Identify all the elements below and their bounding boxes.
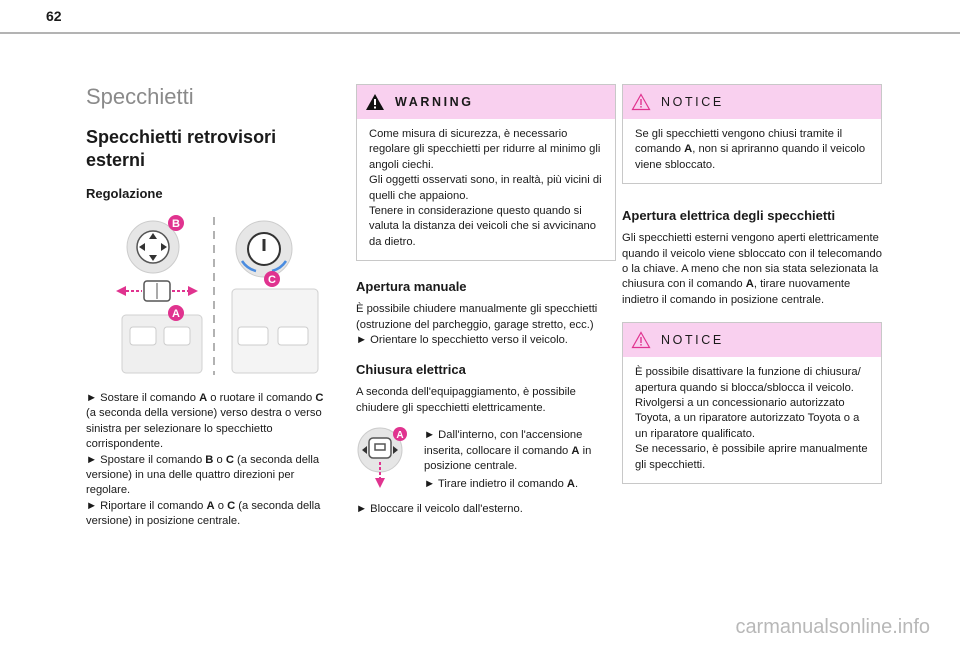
warning-text: Come misura di sicurezza, è necessario regolare gli specchietti per ridurre al minimo gli angoli ciechi. Gli oggetti osservati sono, in realtà, più vicini di quelli che appaiono. Tenere in considerazione questo quando si valuta la distanza dei veicoli che si avvicinano da dietro. bbox=[369, 128, 602, 248]
notice-header-2 bbox=[623, 323, 881, 357]
notice-icon bbox=[631, 331, 651, 349]
mirror-switch-diagram bbox=[106, 209, 336, 379]
page-heading: Specchietti retrovisori esterni bbox=[86, 127, 277, 170]
column-regolazione bbox=[86, 84, 336, 530]
warning-title: WARNING bbox=[395, 95, 474, 109]
mirror-control-illustration bbox=[106, 209, 336, 379]
fold-step-2: ► Tirare indietro il comando A. bbox=[424, 477, 579, 490]
instruction-1: ► Sostare il comando A o ruotare il comando C (a seconda della versione) verso destra o verso sinistra per selezionare lo specchietto corrispondente. bbox=[86, 392, 324, 451]
warning-icon bbox=[365, 93, 385, 111]
lock-step: ► Bloccare il veicolo dall'esterno. bbox=[356, 502, 523, 515]
fold-switch-icon bbox=[356, 426, 412, 490]
subheading-chiusura-elettrica: Chiusura elettrica bbox=[356, 362, 466, 378]
label-b: B bbox=[172, 218, 180, 230]
instruction-3: ► Riportare il comando A o C (a seconda della versione) in posizione centrale. bbox=[86, 499, 321, 528]
fold-label-a: A bbox=[396, 430, 404, 442]
notice-text-2: È possibile disattivare la funzione di chiusura/ apertura quando si blocca/sblocca il veicolo. Rivolgersi a un concessionario autorizzato Toyota, a un riparatore autorizzato Toyota o a un riparatore qualificato. Se necessario, è possibile aprire manualmente gli specchietti. bbox=[635, 366, 868, 471]
column-notices bbox=[622, 84, 882, 498]
notice-header-1 bbox=[623, 85, 881, 119]
fold-switch-figure bbox=[356, 426, 616, 492]
open-text: Gli specchietti esterni vengono aperti elettricamente quando il veicolo viene sbloccato con il telecomando o la chiave. A meno che non sia stata selezionata la chiusura con il comando A, tirare nuovamente indietro il comando in posizione centrale. bbox=[622, 232, 882, 306]
electric-text: A seconda dell'equipaggiamento, è possibile chiudere gli specchietti elettricamente. bbox=[356, 386, 576, 414]
notice-title-1: NOTICE bbox=[661, 95, 724, 109]
label-c: C bbox=[268, 274, 276, 286]
warning-box bbox=[356, 84, 616, 261]
notice-title-2: NOTICE bbox=[661, 333, 724, 348]
notice-box-1 bbox=[622, 84, 882, 184]
notice-box-2 bbox=[622, 322, 882, 484]
subheading-apertura-elettrica: Apertura elettrica degli specchietti bbox=[622, 208, 836, 224]
watermark: carmanualsonline.info bbox=[735, 616, 930, 638]
notice-text-1: Se gli specchietti vengono chiusi tramite il comando A, non si apriranno quando il veicolo viene sbloccato. bbox=[635, 128, 866, 171]
notice-icon bbox=[631, 93, 651, 111]
page-number: 62 bbox=[46, 8, 62, 24]
top-divider bbox=[0, 32, 960, 34]
label-a: A bbox=[172, 308, 180, 320]
warning-header bbox=[357, 85, 615, 119]
manual-text: È possibile chiudere manualmente gli specchietti (ostruzione del parcheggio, garage stretto, ecc.) ► Orientare lo specchietto verso il veicolo. bbox=[356, 303, 598, 347]
column-apertura bbox=[356, 84, 616, 517]
subheading-regolazione: Regolazione bbox=[86, 186, 163, 201]
fold-step-1: ► Dall'interno, con l'accensione inserita, collocare il comando A in posizione centrale. bbox=[424, 429, 592, 473]
subheading-apertura-manuale: Apertura manuale bbox=[356, 279, 467, 295]
section-title: Specchietti bbox=[86, 84, 194, 109]
instruction-2: ► Spostare il comando B o C (a seconda della versione) in una delle quattro direzioni per regolare. bbox=[86, 453, 320, 497]
